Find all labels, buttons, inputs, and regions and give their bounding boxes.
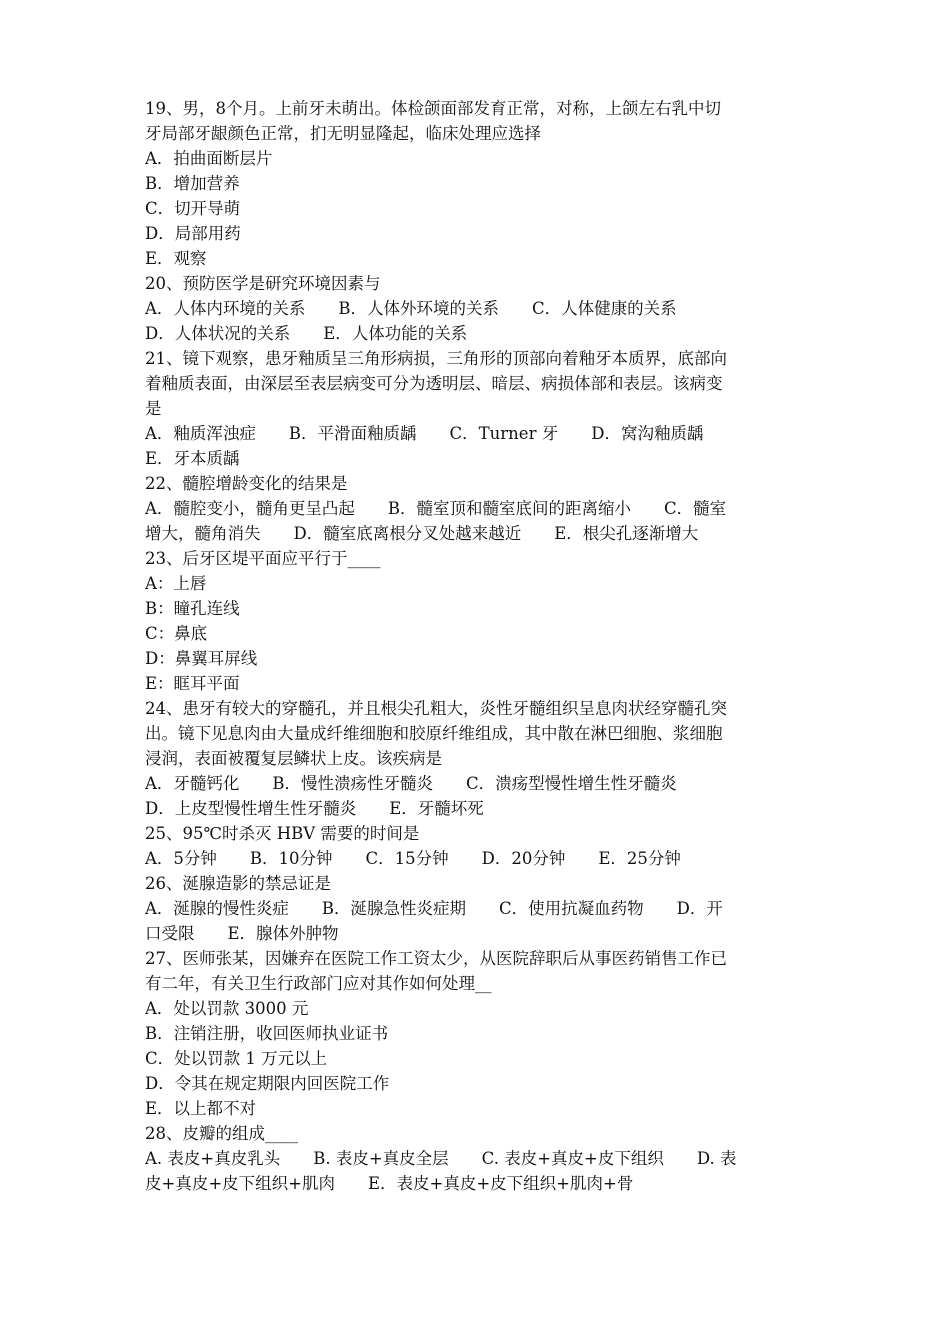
text-line: A．拍曲面断层片: [145, 149, 273, 168]
text-line: 出。镜下见息肉由大量成纤维细胞和胶原纤维组成，其中散在淋巴细胞、浆细胞: [145, 724, 723, 743]
text-line: 20、预防医学是研究环境因素与: [145, 274, 381, 293]
document-page: [145, 96, 825, 1196]
text-line: 是: [145, 399, 162, 418]
text-line: 23、后牙区堤平面应平行于____: [145, 549, 381, 568]
text-line: A．涎腺的慢性炎症 B．涎腺急性炎症期 C．使用抗凝血药物 D．开: [145, 899, 723, 918]
text-line: 皮+真皮+皮下组织+肌肉 E．表皮+真皮+皮下组织+肌肉+骨: [145, 1174, 634, 1193]
text-line: 19、男，8个月。上前牙未萌出。体检颌面部发育正常，对称，上颌左右乳中切: [145, 99, 721, 118]
text-line: 有二年，有关卫生行政部门应对其作如何处理__: [145, 974, 492, 993]
text-line: D：鼻翼耳屏线: [145, 649, 258, 668]
text-line: 24、患牙有较大的穿髓孔，并且根尖孔粗大，炎性牙髓组织呈息肉状经穿髓孔突: [145, 699, 727, 718]
text-line: E：眶耳平面: [145, 674, 240, 693]
text-line: 浸润，表面被覆复层鳞状上皮。该疾病是: [145, 749, 442, 768]
text-line: D．人体状况的关系 E．人体功能的关系: [145, 324, 468, 343]
text-line: C．处以罚款 1 万元以上: [145, 1049, 328, 1068]
text-line: D．上皮型慢性增生性牙髓炎 E．牙髓坏死: [145, 799, 484, 818]
text-line: 28、皮瓣的组成____: [145, 1124, 298, 1143]
text-line: E．观察: [145, 249, 207, 268]
text-line: E．牙本质龋: [145, 449, 240, 468]
text-line: B：瞳孔连线: [145, 599, 240, 618]
text-line: A．处以罚款 3000 元: [145, 999, 309, 1018]
text-line: D．令其在规定期限内回医院工作: [145, 1074, 390, 1093]
text-line: 27、医师张某，因嫌弃在医院工作工资太少，从医院辞职后从事医药销售工作已: [145, 949, 727, 968]
text-line: A．牙髓钙化 B．慢性溃疡性牙髓炎 C．溃疡型慢性增生性牙髓炎: [145, 774, 677, 793]
text-line: A：上唇: [145, 574, 207, 593]
text-line: D．局部用药: [145, 224, 241, 243]
text-line: A．髓腔变小，髓角更呈凸起 B．髓室顶和髓室底间的距离缩小 C．髓室: [145, 499, 727, 518]
text-line: C．切开导萌: [145, 199, 241, 218]
text-line: 26、涎腺造影的禁忌证是: [145, 874, 331, 893]
text-line: A．5分钟 B．10分钟 C．15分钟 D．20分钟 E．25分钟: [145, 849, 681, 868]
text-line: 口受限 E．腺体外肿物: [145, 924, 339, 943]
text-line: 增大，髓角消失 D．髓室底离根分叉处越来越近 E．根尖孔逐渐增大: [145, 524, 699, 543]
text-line: A. 表皮+真皮乳头 B. 表皮+真皮全层 C. 表皮+真皮+皮下组织 D. 表: [145, 1149, 737, 1168]
text-line: A．釉质浑浊症 B．平滑面釉质龋 C．Turner 牙 D．窝沟釉质龋: [145, 424, 704, 443]
text-line: C：鼻底: [145, 624, 208, 643]
text-line: B．注销注册，收回医师执业证书: [145, 1024, 389, 1043]
text-line: A．人体内环境的关系 B．人体外环境的关系 C．人体健康的关系: [145, 299, 677, 318]
text-line: 着釉质表面，由深层至表层病变可分为透明层、暗层、病损体部和表层。该病变: [145, 374, 723, 393]
text-line: B．增加营养: [145, 174, 240, 193]
text-line: 牙局部牙龈颜色正常，扪无明显隆起，临床处理应选择: [145, 124, 541, 143]
text-line: 21、镜下观察，患牙釉质呈三角形病损，三角形的顶部向着釉牙本质界，底部向: [145, 349, 727, 368]
text-line: E．以上都不对: [145, 1099, 257, 1118]
text-line: 25、95℃时杀灭 HBV 需要的时间是: [145, 824, 420, 843]
text-line: 22、髓腔增龄变化的结果是: [145, 474, 348, 493]
